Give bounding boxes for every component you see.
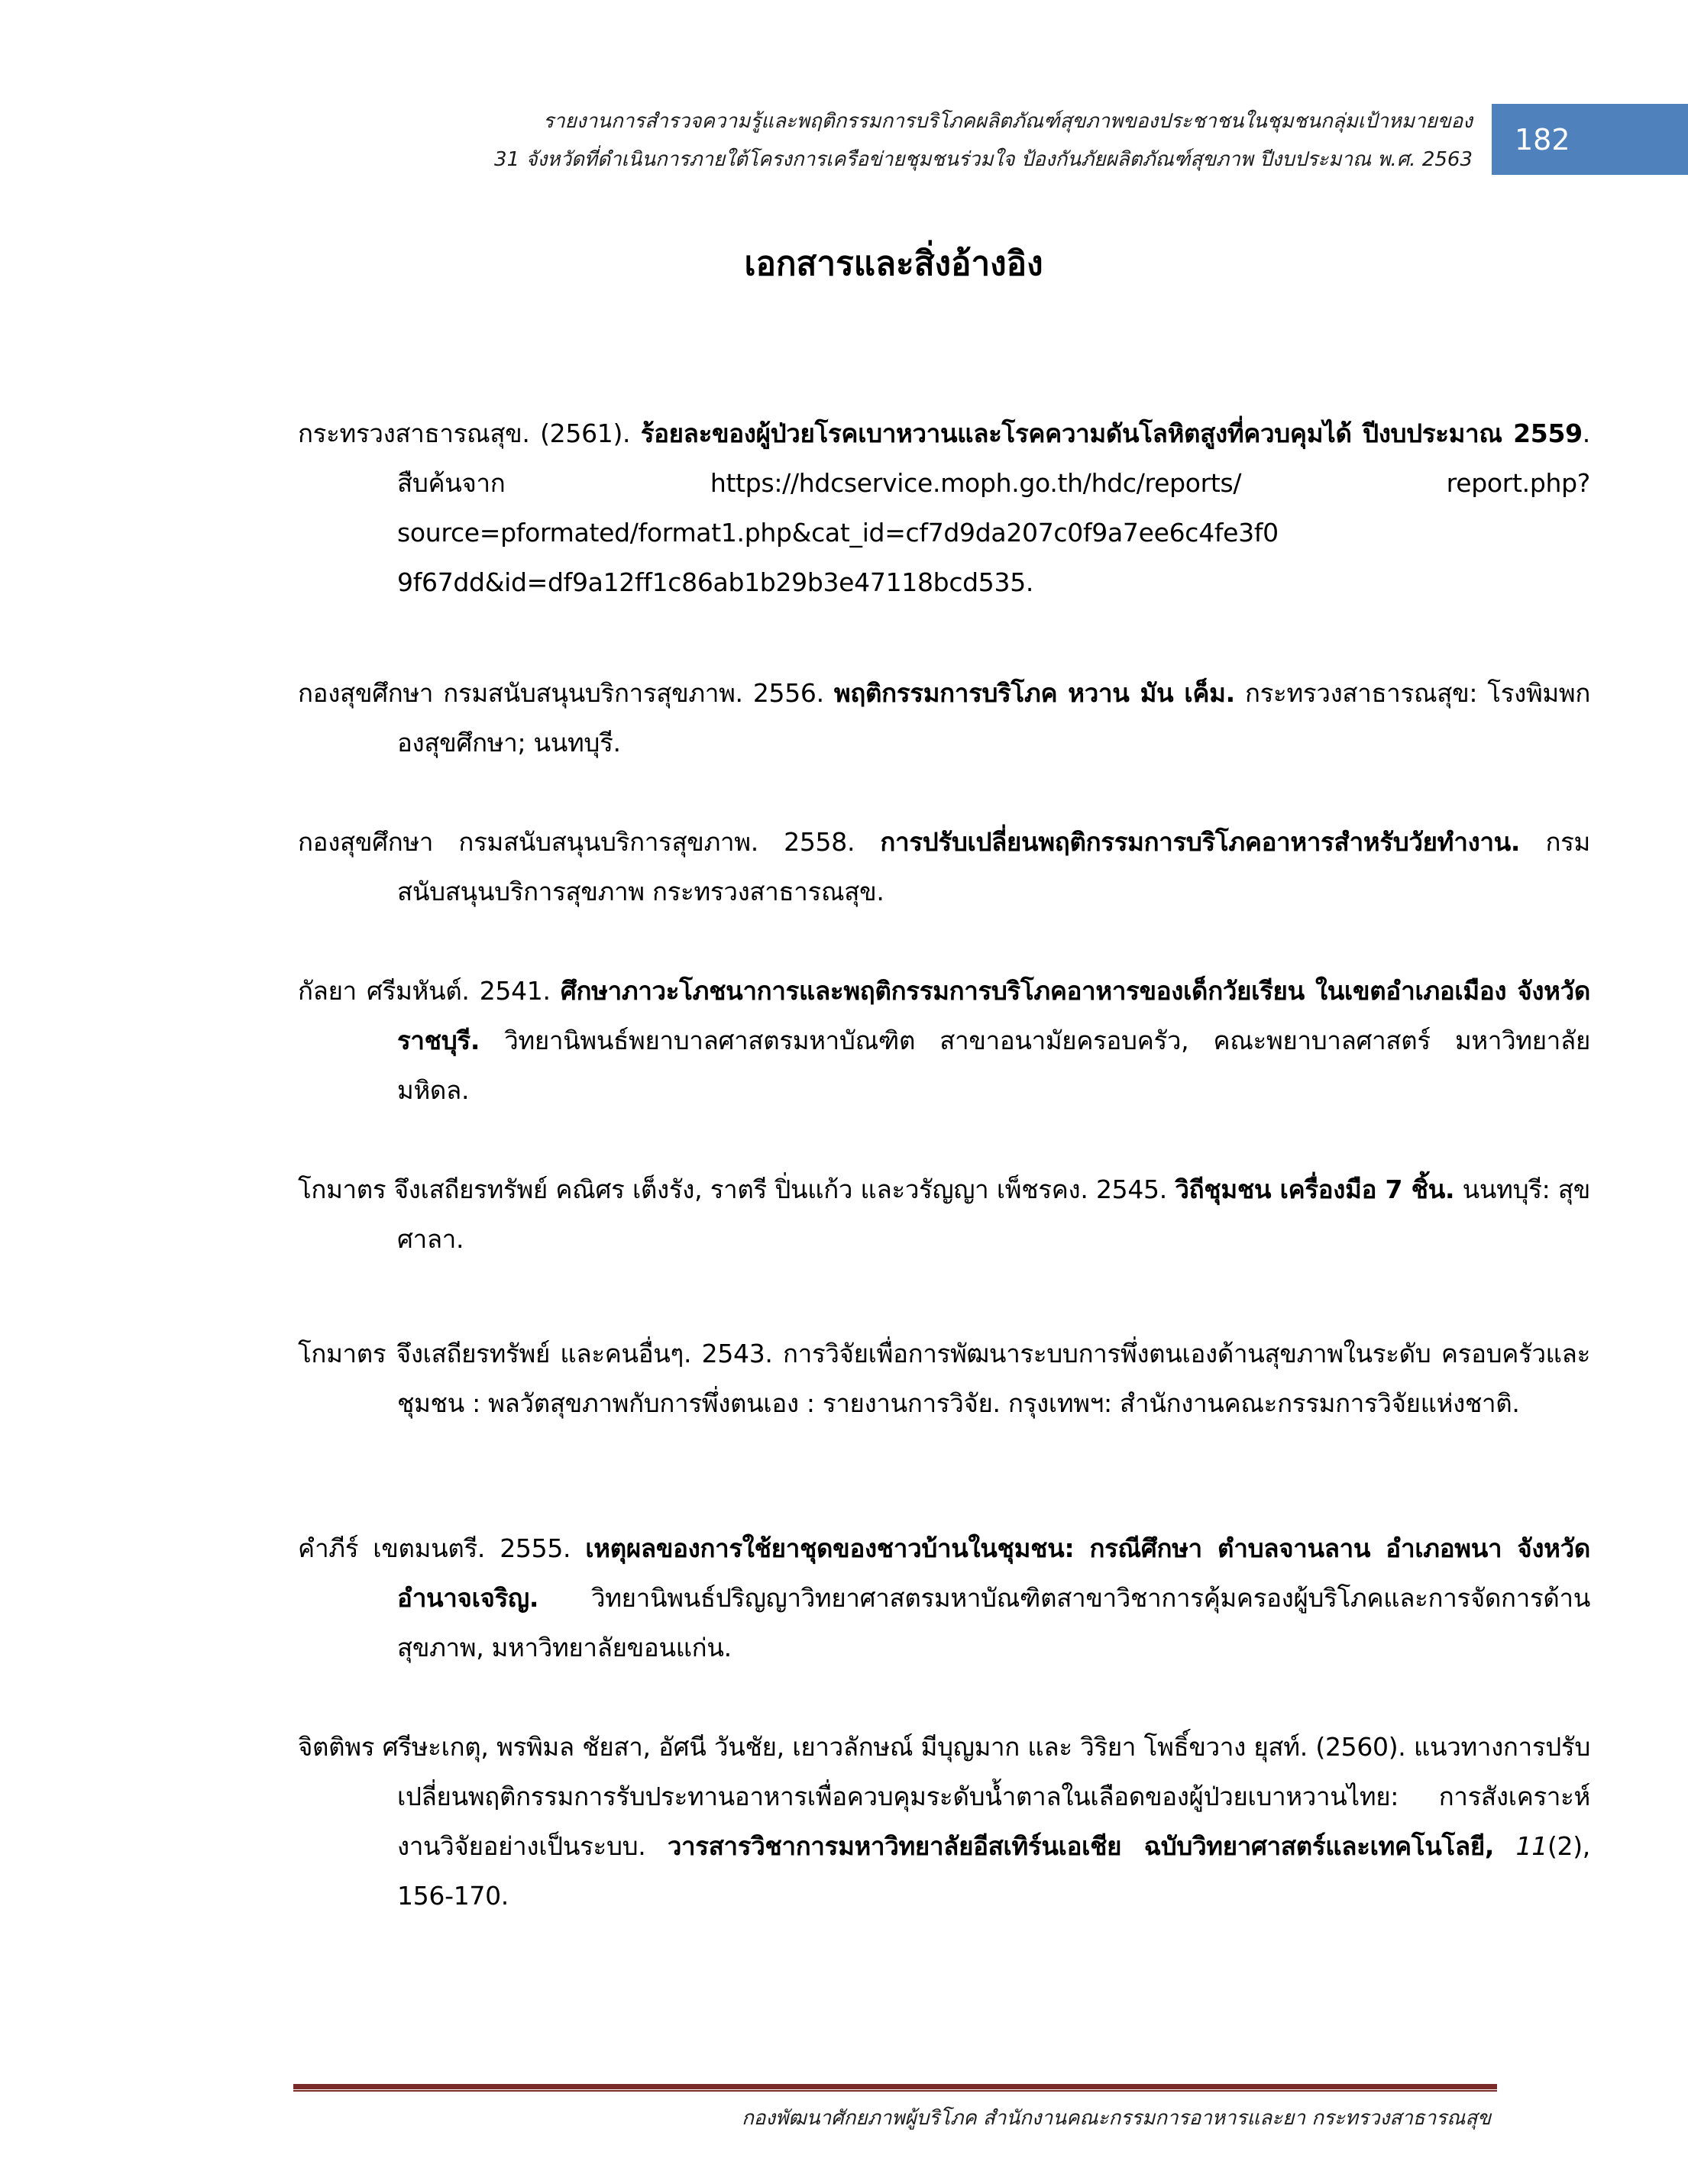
reference-text: วิทยานิพนธ์พยาบาลศาสตรมหาบัณฑิต สาขาอนามัยครอบครัว, คณะพยาบาลศาสตร์ มหาวิทยาลัยมหิดล. xyxy=(397,1026,1590,1105)
reference-text: กระทรวงสาธารณสุข: โรงพิมพกองสุขศึกษา; นนทบุรี. xyxy=(397,678,1590,758)
reference-bold-title: การปรับเปลี่ยนพฤติกรรมการบริโภคอาหารสำหรับวัยทำงาน. xyxy=(880,827,1521,857)
reference-bold-title: วารสารวิชาการมหาวิทยาลัยอีสเทิร์นเอเชีย ฉบับวิทยาศาสตร์และเทคโนโลยี, xyxy=(667,1831,1495,1861)
reference-entry xyxy=(298,409,1590,607)
reference-text: . สืบค้นจาก https://hdcservice.moph.go.th/hdc/reports/ report.php?source=pformated/format1.php&cat_id=cf7d9da207c0f9a7ee6c4fe3f0 9f67dd&id=df9a12ff1c86ab1b29b3e47118bcd535. xyxy=(397,418,1590,597)
reference-text: กัลยา ศรีมหันต์. 2541. xyxy=(298,976,561,1006)
reference-entry xyxy=(298,1523,1590,1672)
page-number: 182 xyxy=(1515,122,1570,157)
reference-entry xyxy=(298,1329,1590,1428)
reference-text: วิทยานิพนธ์ปริญญาวิทยาศาสตรมหาบัณฑิตสาขาวิชาการคุ้มครองผู้บริโภคและการจัดการด้านสุขภาพ, มหาวิทยาลัยขอนแก่น. xyxy=(397,1583,1590,1662)
reference-bold-title: พฤติกรรมการบริโภค หวาน มัน เค็ม. xyxy=(833,678,1235,708)
reference-text: โกมาตร จึงเสถียรทรัพย์ คณิศร เต็งรัง, ราตรี ปิ่นแก้ว และวรัญญา เพ็ชรคง. 2545. xyxy=(298,1174,1175,1204)
reference-entry xyxy=(298,966,1590,1115)
running-header-line-2: 31 จังหวัดที่ดำเนินการภายใต้โครงการเครือข่ายชุมชนร่วมใจ ป้องกันภัยผลิตภัณฑ์สุขภาพ ปีงบประมาณ พ.ศ. 2563 xyxy=(494,148,1473,171)
reference-text xyxy=(1494,1831,1515,1861)
reference-text: คำภีร์ เขตมนตรี. 2555. xyxy=(298,1533,586,1563)
reference-volume: 11 xyxy=(1515,1831,1547,1861)
reference-text: จิตติพร ศรีษะเกตุ, พรพิมล ชัยสา, อัศนี วันชัย, เยาวลักษณ์ มีบุญมาก และ วิริยา โพธิ์ขวาง ยุสท์. (2560). แนวทางการปรับเปลี่ยนพฤติกรรมการรับประทานอาหารเพื่อควบคุมระดับน้ำตาลในเลือดของผู้ป่วยเบาหวานไทย: การสังเคราะห์งานวิจัยอย่างเป็นระบบ. xyxy=(298,1732,1590,1861)
reference-bold-title: ศึกษาภาวะโภชนาการและพฤติกรรมการบริโภคอาหารของเด็กวัยเรียน ในเขตอำเภอเมือง จังหวัดราชบุรี. xyxy=(397,976,1591,1055)
reference-text: กรมสนับสนุนบริการสุขภาพ กระทรวงสาธารณสุข. xyxy=(397,827,1591,906)
reference-text: กองสุขศึกษา กรมสนับสนุนบริการสุขภาพ. 2558. xyxy=(298,827,881,857)
footer-divider-thick xyxy=(293,2084,1497,2089)
reference-bold-title: ร้อยละของผู้ป่วยโรคเบาหวานและโรคความดันโลหิตสูงที่ควบคุมได้ ปีงบประมาณ 2559 xyxy=(640,418,1583,448)
reference-bold-title: เหตุผลของการใช้ยาชุดของชาวบ้านในชุมชน: กรณีศึกษา ตำบลจานลาน อำเภอพนา จังหวัดอำนาจเจริญ. xyxy=(397,1533,1590,1613)
reference-text: กระทรวงสาธารณสุข. (2561). xyxy=(298,418,641,448)
reference-entry xyxy=(298,668,1590,767)
reference-bold-title: วิถีชุมชน เครื่องมือ 7 ชิ้น. xyxy=(1175,1174,1455,1204)
page-number-badge xyxy=(1492,104,1688,175)
running-footer: กองพัฒนาศักยภาพผู้บริโภค สำนักงานคณะกรรมการอาหารและยา กระทรวงสาธารณสุข xyxy=(742,2107,1491,2130)
reference-entry xyxy=(298,817,1590,916)
reference-entry xyxy=(298,1165,1590,1264)
footer-divider-thin xyxy=(293,2090,1497,2092)
section-title: เอกสารและสิ่งอ้างอิง xyxy=(744,244,1043,283)
reference-entry xyxy=(298,1722,1590,1921)
reference-text: โกมาตร จึงเสถียรทรัพย์ และคนอื่นๆ. 2543. การวิจัยเพื่อการพัฒนาระบบการพึ่งตนเองด้านสุขภาพในระดับ ครอบครัวและชุมชน : พลวัตสุขภาพกับการพึ่งตนเอง : รายงานการวิจัย. กรุงเทพฯ: สำนักงานคณะกรรมการวิจัยแห่งชาติ. xyxy=(298,1339,1590,1418)
running-header-line-1: รายงานการสำรวจความรู้และพฤติกรรมการบริโภคผลิตภัณฑ์สุขภาพของประชาชนในชุมชนกลุ่มเป้าหมายของ xyxy=(543,110,1473,133)
reference-text: นนทบุรี: สุขศาลา. xyxy=(397,1174,1591,1254)
footer-divider xyxy=(293,2084,1497,2092)
reference-text: กองสุขศึกษา กรมสนับสนุนบริการสุขภาพ. 2556. xyxy=(298,678,834,708)
reference-text: (2), 156-170. xyxy=(397,1831,1590,1911)
